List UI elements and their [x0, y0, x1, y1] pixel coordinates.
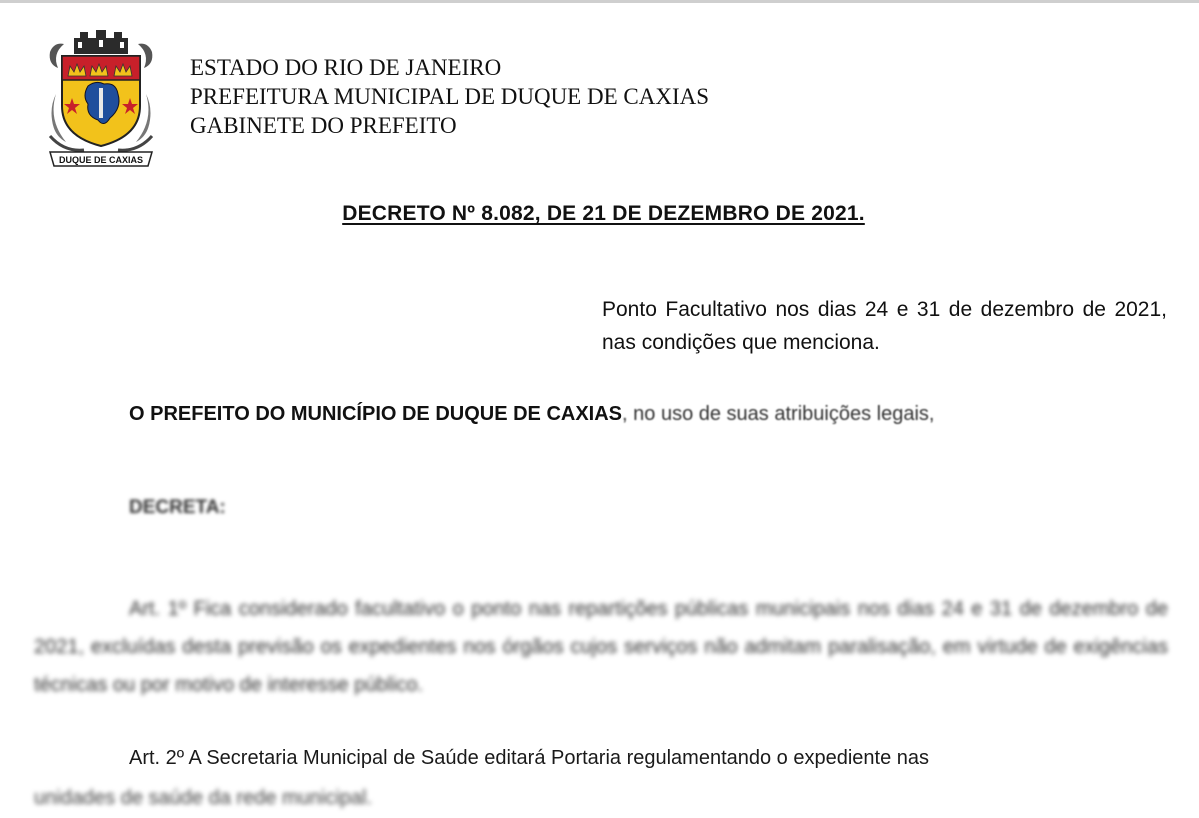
- header-prefecture: PREFEITURA MUNICIPAL DE DUQUE DE CAXIAS: [190, 84, 710, 109]
- decree-summary: Ponto Facultativo nos dias 24 e 31 de dezembro de 2021, nas condições que menciona.: [602, 298, 1167, 354]
- preamble-rest: , no uso de suas atribuições legais,: [622, 403, 935, 425]
- decreta-heading: DECRETA:: [129, 497, 226, 518]
- page-top-border: [0, 0, 1199, 3]
- article-2-line-2: unidades de saúde da rede municipal.: [34, 787, 373, 809]
- header-office: GABINETE DO PREFEITO: [190, 113, 457, 138]
- article-2: [34, 738, 1168, 818]
- header-state: ESTADO DO RIO DE JANEIRO: [190, 55, 502, 80]
- decree-title: DECRETO Nº 8.082, DE 21 DE DEZEMBRO DE 2021.: [342, 202, 865, 225]
- preamble-authority: O PREFEITO DO MUNICÍPIO DE DUQUE DE CAXIAS: [129, 403, 623, 425]
- document-header: [190, 53, 709, 140]
- preamble: [129, 403, 934, 426]
- article-2-line-1: Art. 2º A Secretaria Municipal de Saúde editará Portaria regulamentando o expediente nas: [129, 747, 930, 769]
- municipal-coat-of-arms: [44, 24, 158, 170]
- article-1: Art. 1º Fica considerado facultativo o ponto nas repartições públicas municipais nos dias 24 e 31 de dezembro de 2021, excluídas desta previsão os expedientes nos órgãos cujos serviços não admitam paralisação, em virtude de exigências técnicas ou por motivo de interesse público.: [34, 598, 1168, 696]
- crest-caption: DUQUE DE CAXIAS: [58, 155, 144, 165]
